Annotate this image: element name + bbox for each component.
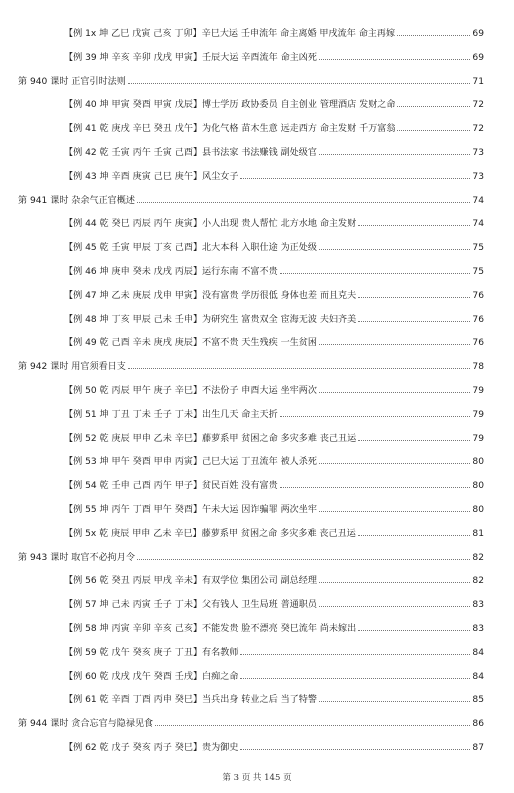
entry-page-number: 81 xyxy=(472,528,484,539)
entry-title: 【例 5x 乾 庚辰 甲申 乙未 辛巳】藤萝系甲 贫困之命 多灾多难 丧己丑运 xyxy=(64,528,356,539)
toc-example-entry[interactable] xyxy=(18,428,484,452)
toc-example-entry[interactable] xyxy=(18,451,484,475)
toc-lesson-entry[interactable] xyxy=(18,356,484,380)
entry-title: 【例 58 坤 丙寅 辛卯 辛亥 己亥】不能发贵 脸不漂亮 癸巳流年 尚未嫁出 xyxy=(64,623,357,634)
toc-example-entry[interactable] xyxy=(18,666,484,690)
entry-title: 【例 1x 坤 乙巳 戊寅 己亥 丁卯】辛巳大运 壬申流年 命主离婚 甲戌流年 命主再嫁 xyxy=(64,29,396,39)
entry-title: 【例 39 坤 辛亥 辛卯 戊戌 甲寅】壬辰大运 辛酉流年 命主凶死 xyxy=(64,52,317,63)
dot-leader xyxy=(240,678,470,679)
dot-leader xyxy=(397,106,470,107)
toc-example-entry[interactable] xyxy=(18,23,484,47)
entry-title: 【例 40 坤 甲寅 癸酉 甲寅 戊辰】博士学历 政协委员 自主创业 管理酒店 发财之命 xyxy=(64,100,396,111)
dot-leader xyxy=(319,344,470,345)
entry-title: 【例 52 乾 庚辰 甲申 乙未 辛巳】藤萝系甲 贫困之命 多灾多难 丧己丑运 xyxy=(64,433,357,444)
entry-page-number: 80 xyxy=(472,457,484,468)
toc-example-entry[interactable] xyxy=(18,47,484,71)
dot-leader xyxy=(358,535,471,536)
entry-title: 【例 45 乾 壬寅 甲辰 丁亥 己酉】北大本科 入职仕途 为正处级 xyxy=(64,243,317,254)
dot-leader xyxy=(397,35,470,36)
entry-title: 第 944 课时 贪合忘官与隐禄见食 xyxy=(18,719,154,730)
dot-leader xyxy=(128,368,471,369)
dot-leader xyxy=(397,130,470,131)
dot-leader xyxy=(155,725,470,726)
toc-example-entry[interactable] xyxy=(18,499,484,523)
dot-leader xyxy=(319,606,470,607)
dot-leader xyxy=(280,416,471,417)
dot-leader xyxy=(319,392,470,393)
entry-title: 【例 43 坤 辛酉 庚寅 己巳 庚午】风尘女子 xyxy=(64,171,239,182)
entry-title: 【例 61 乾 辛酉 丁酉 丙申 癸巳】当兵出身 转业之后 当了特警 xyxy=(64,695,317,706)
dot-leader xyxy=(358,297,470,298)
page-footer: 第 3 页 共 145 页 xyxy=(222,773,292,783)
entry-page-number: 75 xyxy=(472,243,484,254)
dot-leader xyxy=(358,630,470,631)
entry-title: 【例 57 坤 己未 丙寅 壬子 丁未】父有钱人 卫生局班 普通职员 xyxy=(64,600,317,611)
entry-page-number: 79 xyxy=(472,409,484,420)
toc-example-entry[interactable] xyxy=(18,475,484,499)
entry-page-number: 84 xyxy=(472,671,484,682)
entry-page-number: 73 xyxy=(472,147,484,158)
entry-page-number: 85 xyxy=(472,695,484,706)
toc-example-entry[interactable] xyxy=(18,142,484,166)
toc-example-entry[interactable] xyxy=(18,309,484,333)
dot-leader xyxy=(319,582,470,583)
dot-leader xyxy=(240,749,470,750)
entry-title: 【例 42 乾 壬寅 丙午 壬寅 己酉】县书法家 书法赚钱 副处级官 xyxy=(64,147,317,158)
entry-title: 【例 53 坤 甲午 癸酉 甲申 丙寅】己巳大运 丁丑流年 被人杀死 xyxy=(64,457,317,468)
dot-leader xyxy=(240,654,470,655)
entry-page-number: 82 xyxy=(472,552,484,563)
toc-example-entry[interactable] xyxy=(18,237,484,261)
entry-page-number: 74 xyxy=(472,219,484,230)
toc-lesson-entry[interactable] xyxy=(18,190,484,214)
entry-page-number: 79 xyxy=(472,433,484,444)
toc-example-entry[interactable] xyxy=(18,261,484,285)
entry-title: 【例 60 乾 戊戌 戊午 癸酉 壬戌】白痴之命 xyxy=(64,671,239,682)
entry-page-number: 76 xyxy=(472,314,484,325)
toc-example-entry[interactable] xyxy=(18,94,484,118)
toc-example-entry[interactable] xyxy=(18,570,484,594)
dot-leader xyxy=(319,463,470,464)
entry-page-number: 78 xyxy=(472,362,484,373)
toc-example-entry[interactable] xyxy=(18,404,484,428)
entry-page-number: 72 xyxy=(472,100,484,111)
entry-page-number: 69 xyxy=(472,29,484,39)
entry-page-number: 79 xyxy=(472,385,484,396)
entry-title: 【例 49 乾 己酉 辛未 庚戌 庚辰】不富不贵 天生残疾 一生贫困 xyxy=(64,338,317,349)
toc-example-entry[interactable] xyxy=(18,594,484,618)
toc-lesson-entry[interactable] xyxy=(18,547,484,571)
entry-title: 【例 54 乾 壬申 己酉 丙午 甲子】贫民百姓 没有富贵 xyxy=(64,481,278,492)
entry-page-number: 80 xyxy=(472,504,484,515)
entry-title: 【例 46 坤 庚申 癸未 戊戌 丙辰】运行东南 不富不贵 xyxy=(64,266,278,277)
dot-leader xyxy=(358,225,470,226)
dot-leader xyxy=(137,202,470,203)
entry-page-number: 72 xyxy=(472,124,484,135)
table-of-contents xyxy=(18,23,484,761)
entry-page-number: 84 xyxy=(472,647,484,658)
entry-page-number: 83 xyxy=(472,600,484,611)
entry-page-number: 86 xyxy=(472,719,484,730)
toc-example-entry[interactable] xyxy=(18,737,484,761)
toc-example-entry[interactable] xyxy=(18,689,484,713)
entry-title: 【例 44 乾 癸巳 丙辰 丙午 庚寅】小人出现 贵人帮忙 北方水地 命主发财 xyxy=(64,219,357,230)
toc-example-entry[interactable] xyxy=(18,523,484,547)
dot-leader xyxy=(319,701,470,702)
entry-page-number: 83 xyxy=(472,623,484,634)
toc-example-entry[interactable] xyxy=(18,118,484,142)
toc-example-entry[interactable] xyxy=(18,213,484,237)
entry-page-number: 74 xyxy=(472,195,484,206)
toc-example-entry[interactable] xyxy=(18,166,484,190)
entry-title: 【例 48 坤 丁亥 甲辰 己未 壬申】为研究生 富贵双全 宦海无波 夫妇齐美 xyxy=(64,314,357,325)
entry-title: 第 941 课时 杂余气正官概述 xyxy=(18,195,135,206)
toc-lesson-entry[interactable] xyxy=(18,713,484,737)
dot-leader xyxy=(358,440,470,441)
entry-title: 【例 51 坤 丁丑 丁未 壬子 丁未】出生几天 命主天折 xyxy=(64,409,278,420)
dot-leader xyxy=(280,487,471,488)
entry-title: 【例 62 乾 戊子 癸亥 丙子 癸巳】贵为御史 xyxy=(64,742,239,753)
entry-title: 【例 55 坤 丙午 丁酉 甲午 癸酉】午未大运 因诈骗罪 两次坐牢 xyxy=(64,504,317,515)
entry-page-number: 75 xyxy=(472,266,484,277)
entry-title: 【例 50 乾 丙辰 甲午 庚子 辛巳】不法份子 申酉大运 坐牢两次 xyxy=(64,385,317,396)
dot-leader xyxy=(319,59,470,60)
entry-page-number: 73 xyxy=(472,171,484,182)
entry-page-number: 82 xyxy=(472,576,484,587)
toc-example-entry[interactable] xyxy=(18,380,484,404)
dot-leader xyxy=(137,559,470,560)
dot-leader xyxy=(319,511,470,512)
entry-page-number: 87 xyxy=(472,742,484,753)
entry-page-number: 76 xyxy=(472,338,484,349)
entry-page-number: 80 xyxy=(472,481,484,492)
entry-title: 【例 59 乾 戊午 癸亥 庚子 丁丑】有名教师 xyxy=(64,647,239,658)
entry-title: 【例 47 坤 乙未 庚辰 戊申 甲寅】没有富贵 学历很低 身体也差 而且克夫 xyxy=(64,290,357,301)
entry-title: 【例 56 乾 癸丑 丙辰 甲戌 辛未】有双学位 集团公司 副总经理 xyxy=(64,576,317,587)
entry-page-number: 69 xyxy=(472,52,484,63)
dot-leader xyxy=(319,249,470,250)
entry-page-number: 76 xyxy=(472,290,484,301)
toc-example-entry[interactable] xyxy=(18,642,484,666)
entry-title: 第 940 课时 正官引时法则 xyxy=(18,76,126,87)
dot-leader xyxy=(240,178,470,179)
toc-example-entry[interactable] xyxy=(18,332,484,356)
entry-title: 第 942 课时 用官须看日支 xyxy=(18,362,126,373)
toc-example-entry[interactable] xyxy=(18,618,484,642)
entry-page-number: 71 xyxy=(472,76,484,87)
dot-leader xyxy=(280,273,471,274)
toc-example-entry[interactable] xyxy=(18,285,484,309)
entry-title: 第 943 课时 取官不必拘月令 xyxy=(18,552,135,563)
dot-leader xyxy=(358,321,470,322)
dot-leader xyxy=(319,154,470,155)
toc-lesson-entry[interactable] xyxy=(18,71,484,95)
dot-leader xyxy=(128,83,471,84)
entry-title: 【例 41 乾 庚戌 辛巳 癸丑 戊午】为化气格 苗木生意 远走西方 命主发财 千万富翁 xyxy=(64,124,396,135)
